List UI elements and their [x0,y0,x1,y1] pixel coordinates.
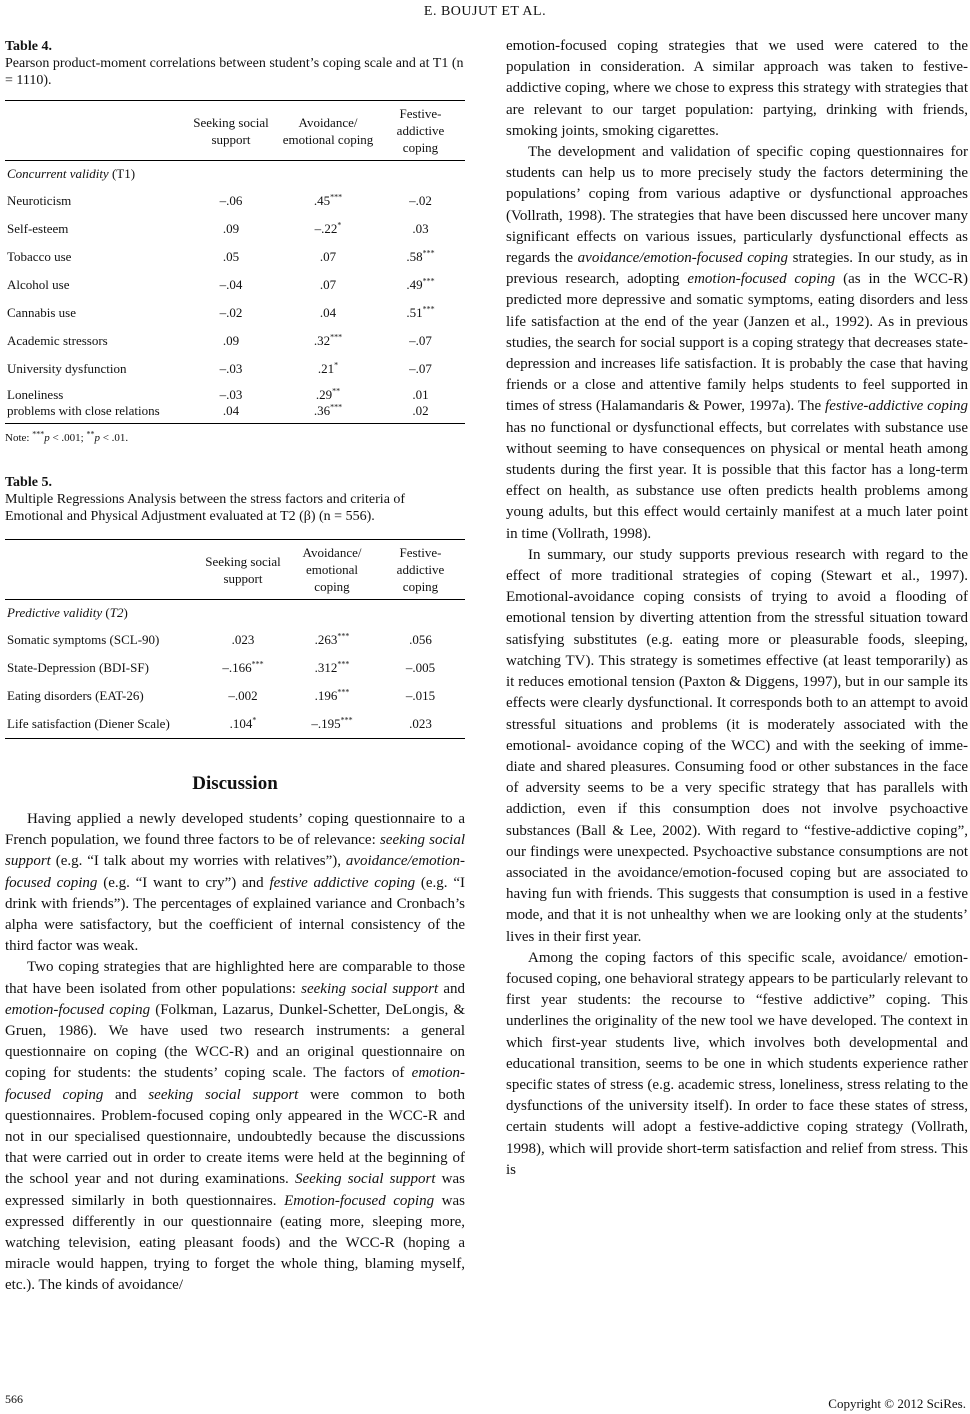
table5-caption-text: Multiple Regressions Analysis between the stress factors and criteria of Emotional and Physical Adjustment evaluated at T2 (β) (n = 556). [5,492,406,524]
discussion-paragraph: Having applied a newly developed students’ coping questionnaire to a French population, we found three factors to be of relevance: seeking social support (e.g. “I talk about my worries with relatives”), avoidance/emotion-focused coping (e.g. “I want to cry”) and festive addictive coping (e.g. “I drink with friends”). The percentages of explained variance and Cronbach’s alpha were satisfactory, but the coefficient of internal consistency of the third factor was weak. [5,811,465,955]
table4-row-label: Alcohol use [7,277,70,292]
discussion-paragraph: The development and validation of specific coping questionnaires for students can help us to more precisely study the factors determining the populations’ coping from various adaptive or dysfunctional approaches (Vollrath, 1998). The strategies that have been discussed here uncover many significant effects on various issues, particularly dysfunctional effects as regards the avoidance/emotion-focused coping strategies. In our study, as in previous research, adopting emotion-focused coping (as in the WCC-R) predicted more depressive and somatic symptoms, eating disorders and less life satisfaction at the end of the year (Janzen et al., 1992). As in previous studies, the search for social support is a coping strategy that decreases state-depression and increases life satisfaction. It is probably the case that having friends or a close and attentive family helps students to feel supported in times of stress (Halamandaris & Power, 1997a). The festive-addictive coping has no functional or dysfunctional effects, but correlates with substance use without seeming to have consequences on physical or mental heath among students during the first year. It is possible that this factor has a long-term effect on health, as substance use often predicts health problems among young adults, but this effect would certainly manifest at a much later point in time (Vollrath, 1998). [506,144,969,542]
table5-cell: .312*** [314,659,350,675]
table4-cell: .45*** [313,192,343,208]
table4-row [5,215,465,243]
discussion-paragraph: Among the coping factors of this specific scale, avoidance/ emotion-focused coping, one behavioral strategy appears to be particularly relevant to first year students: the recourse to “festive addictive” coping. This underlines the originality of the new tool we have developed. The context in which first-year students live, which involves both developmental and educational transition, seems to be one in which students experience rather specific states of stress (e.g. academic stress, loneliness, stress relating to the dysfunctions of the university itself). In order to face these states of stress, certain students will adopt a festive-addictive coping strategy (Vollrath, 1998), which will provide short-term satisfaction and relief from stress. This is [506,949,968,1178]
table4-cell: .49*** [406,276,435,292]
table4-caption-text: Pearson product-moment correlations between student’s coping scale and at T1 (n = 1110). [5,56,464,88]
table4-row [5,327,465,355]
table4-row-label: Neuroticism [7,193,72,208]
right-column [506,36,968,1181]
table4-cell: .02 [412,403,429,418]
table5-row [5,626,465,654]
table4-cell: –.07 [409,361,432,376]
page-number: 566 [5,1392,23,1406]
table4-cell: –.03 [219,387,243,402]
table4-row [5,299,465,327]
table5-corner [5,540,198,600]
table4-row-label: Self-esteem [7,221,69,236]
table4-row [5,243,465,271]
table5-cell: .056 [409,632,432,647]
table4-row-label: Cannabis use [7,305,76,320]
table5-row-label: Life satisfaction (Diener Scale) [7,716,170,731]
table5-section-label: Predictive validity (T2) [7,605,128,620]
table5-cell: –.002 [228,688,258,703]
table4-row-label: Academic stressors [7,333,108,348]
table4-note [5,429,465,444]
table5-label: Table 5. [5,475,52,490]
table4-note-text: Note: ***p < .001; **p < .01. [5,429,129,444]
table4-row [5,187,465,215]
table4-cell: –.03 [219,361,243,376]
table5-row-label: Eating disorders (EAT-26) [7,688,144,703]
table4-row [5,355,465,383]
table4-caption [5,38,465,89]
table5-row [5,682,465,710]
table4-cell: .05 [222,249,240,264]
table4-row-label: problems with close relations [7,403,160,418]
table4-cell: .58*** [406,248,435,264]
table5-col-header: Seeking social support [205,553,281,586]
table4-row [5,383,465,403]
table5-cell: –.015 [405,688,436,703]
table5-cell: –.195*** [311,715,353,731]
table4-cell: .09 [222,221,240,236]
table4-cell: –.02 [409,193,432,208]
table5-cell: .196*** [314,687,350,703]
discussion-paragraph: Two coping strategies that are highlighted here are comparable to those that have been isolated from other populations: seeking social support and emotion-focused coping (Folkman, Lazarus, Dunkel-Schetter, DeLongis, & Gruen, 1986). We have used two research instruments: a general questionnaire on coping (the WCC-R) and an original questionnaire on coping for students: the students’ coping scale. The factors of emotion-focused coping and seeking social support were common to both questionnaires. Problem-focused coping only appeared in the WCC-R and not in our specialised questionnaire, undoubtedly because the discussions that were carried out in order to create items were held at the beginning of the school year and not during examinations. Seeking social support was expressed similarly in both questionnaires. Emotion-focused coping was expressed differently in our questionnaire (eating more, sleeping more, watching television, eating pleasant foods) and the WCC-R (hoping a miracle would happen, trying to forget the whole thing, blaming myself, etc.). The kinds of avoidance/ [5,959,466,1294]
table4-cell: .07 [319,249,337,264]
table4-col-header: Festive- addictive coping [396,106,445,155]
table4-row-label: University dysfunction [7,361,127,376]
table4-cell: –.07 [409,333,432,348]
table4-cell: .21* [317,360,339,376]
table5-cell: –.166*** [222,659,264,675]
table4-col-header: Seeking social support [193,114,269,147]
table4-cell: –.02 [219,305,243,320]
discussion-paragraph: emotion-focused coping strategies that we used were catered to the population in consideration. A similar approach was taken to festive-addictive coping, where we chose to express this strategy with strategies that are relevant to our target population: partying, drinking with friends, smoking joints, smoking cigarettes. [506,38,968,139]
left-column [5,38,465,1297]
table4-col-header: Avoidance/ emotional coping [282,114,374,147]
table5-row [5,710,465,739]
discussion-paragraph: In summary, our study supports previous research with regard to the effect of more traditional strategies of coping (Stewart et al., 1997). Emotional-avoidance coping consists of trying to avoid a flooding of emotional tension by diverting attention from the stressful situation toward satisfying substitutes (e.g. eating more or pleasurable foods, sleeping, watching TV). This strategy is sometimes effective (at least temporarily) as it reduces emotional tension (Paxton & Diggens, 1997), but in our sample its effects were clearly dysfunctional. It corresponds both to an attempt to avoid stressful situations and problems (it is moderately associated with the emotional- avoidance coping of the WCC) and with the seeking of imme- diate and shared pleasures. Consuming food or other substances in the face of adversity seems to be a very specific strategy that has parallels with addiction, even if this consumption does not involve psychoactive substances (Ball & Lee, 2002). With regard to “festive-addictive coping”, our findings were unexpected. Psychoactive substance consumptions are not associated in the avoidance/emotion-focused coping but are associated to having fun with friends. This suggests that consumption is used in a festive mode, and that it is not unhealthy when we are looking only at the students’ lives in their first year. [506,546,968,945]
table4-row-label: Loneliness [7,387,64,402]
table4-cell: –.22* [314,220,342,236]
table5 [5,539,465,739]
table4-cell: –.06 [219,193,243,208]
table4-section-label: Concurrent validity (T1) [7,166,136,181]
table4-corner [5,101,182,161]
table5-row-label: Somatic symptoms (SCL-90) [7,632,160,647]
table5-cell: –.005 [405,660,436,675]
table4-cell: .36*** [313,402,343,418]
table5-cell: .263*** [314,631,350,647]
table4-cell: .04 [222,403,240,418]
table5-caption [5,474,465,525]
table5-cell: .023 [231,632,255,647]
table4-row-label: Tobacco use [7,249,72,264]
table5-cell: .023 [409,716,432,731]
discussion-heading: Discussion [192,773,278,794]
table4-cell: .07 [319,277,337,292]
table4-cell: .03 [412,221,429,236]
table5-cell: .104* [229,715,257,731]
table4-row [5,403,465,424]
table4 [5,100,465,424]
table4-cell: –.04 [219,277,243,292]
table4-row [5,271,465,299]
table4-label: Table 4. [5,39,52,54]
table5-col-header: Avoidance/ emotional coping [302,545,362,594]
table4-cell: .32*** [313,332,343,348]
table5-col-header: Festive- addictive coping [396,545,445,594]
running-header: E. BOUJUT ET AL. [423,4,547,19]
copyright-notice: Copyright © 2012 SciRes. [828,1396,966,1411]
table4-cell: .29** [315,386,341,402]
table4-cell: .09 [222,333,240,348]
table4-cell: .01 [412,387,429,402]
table5-row [5,654,465,682]
table5-row-label: State-Depression (BDI-SF) [7,660,149,675]
table4-cell: .51*** [406,304,435,320]
table4-cell: .04 [319,305,337,320]
